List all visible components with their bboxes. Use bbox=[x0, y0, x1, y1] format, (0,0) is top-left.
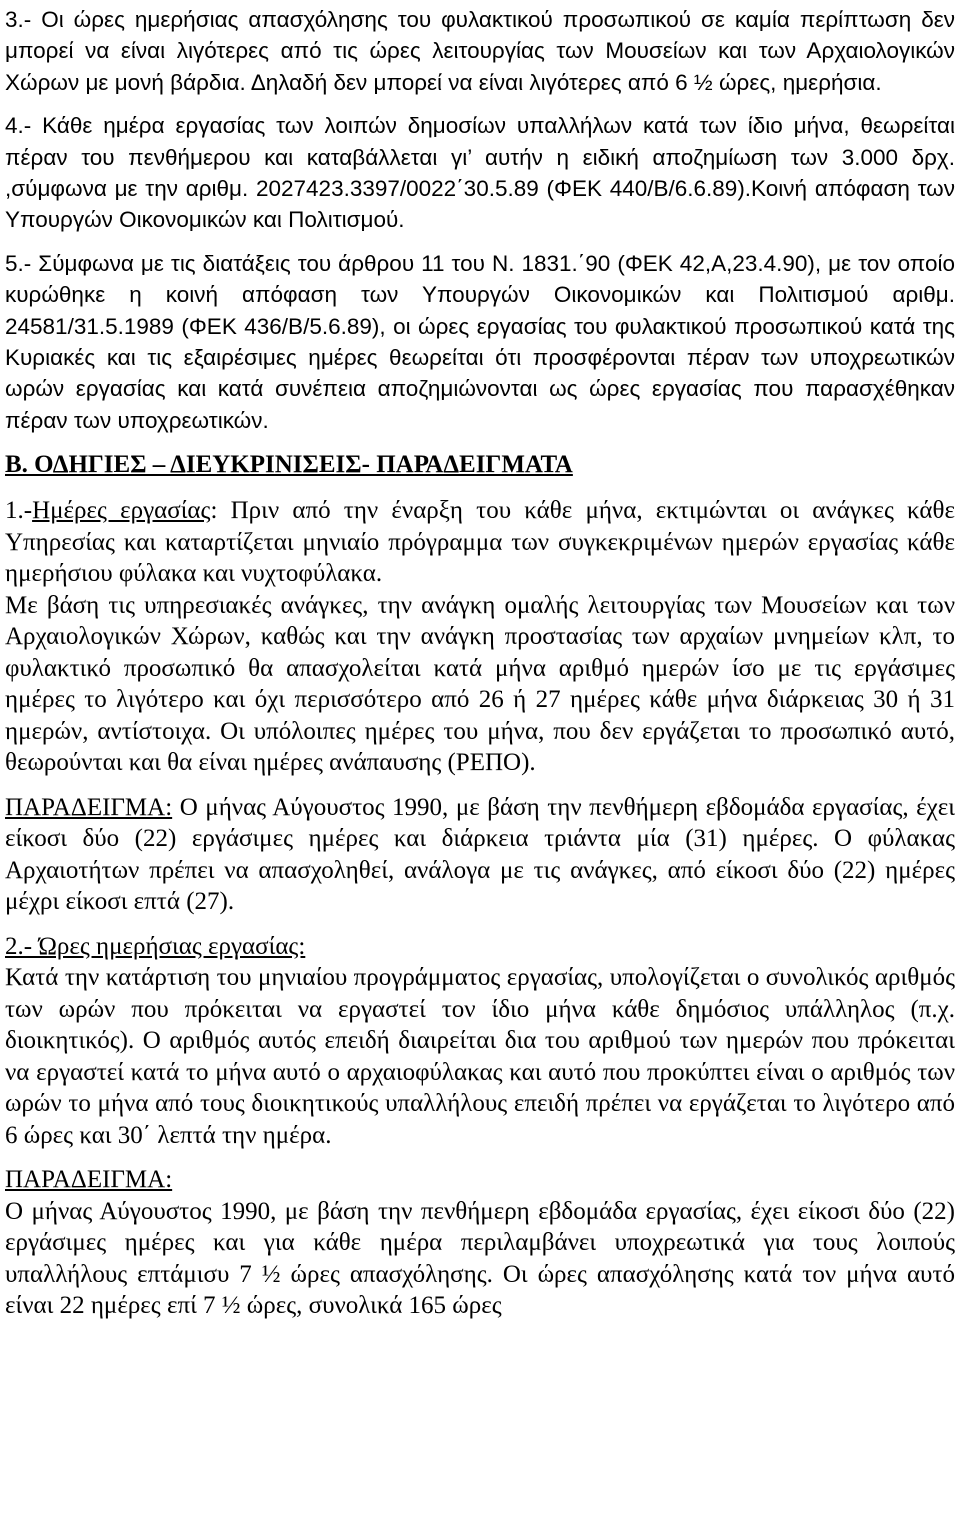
item-1-paragraph-2: Με βάση τις υπηρεσιακές ανάγκες, την ανάγκη ομαλής λειτουργίας των Μουσείων και των Αρχαιολογικών Χώρων, καθώς και την ανάγκη προστασίας των αρχαίων μνημείων κλπ, το φυλακτικό προσωπικό θα απασχολείται κατά μήνα αριθμό ημερών ίσο με τις εργάσιμες ημέρες το λιγότερο και όχι περισσότερο από 26 ή 27 ημέρες κάθε μήνα διάρκειας 30 ή 31 ημερών, αντίστοιχα. Οι υπόλοιπες ημέρες του μήνα, που δεν εργάζεται το προσωπικό αυτό, θεωρούνται και θα είναι ημέρες ανάπαυσης (ΡΕΠΟ). bbox=[5, 591, 955, 777]
item-1-colon: : bbox=[210, 497, 218, 525]
example-1-paragraph bbox=[5, 792, 955, 918]
item-2-text: Κατά την κατάρτιση του μηνιαίου προγράμματος εργασίας, υπολογίζεται ο συνολικός αριθμός των ωρών που πρόκειται να εργαστεί τον ίδιο μήνα κάθε δημόσιος υπάλληλος (π.χ. διοικητικός). Ο αριθμός αυτός επειδή διαιρείται δια του αριθμού των ημερών που πρόκειται να εργαστεί κατά το μήνα αυτό ο αρχαιοφύλακας και αυτό που προκύπτει είναι ο αριθμός των ωρών το μήνα από τους διοικητικούς υπαλλήλους επειδή πρέπει να εργάζεται το λιγότερο από 6 ώρες και 30΄ λεπτά την ημέρα. bbox=[5, 964, 955, 1149]
paragraph-4: 4.- Κάθε ημέρα εργασίας των λοιπών δημοσίων υπαλλήλων κατά των ίδιο μήνα, θεωρείται πέραν του πενθήμερου και καταβάλλεται γι’ αυτήν η ειδική αποζημίωση των 3.000 δρχ. ,σύμφωνα με την αριθμ. 2027423.3397/0022΄30.5.89 (ΦΕΚ 440/Β/6.6.89).Κοινή απόφαση των Υπουργών Οικονομικών και Πολιτισμού. bbox=[5, 113, 955, 233]
item-2-title: 2.- Ώρες ημερήσιας εργασίας: bbox=[5, 932, 306, 960]
item-1-paragraph bbox=[5, 495, 955, 590]
item-1-text: Πριν από την έναρξη του κάθε μήνα, εκτιμώνται οι ανάγκες κάθε Υπηρεσίας και καταρτίζεται μηνιαίο πρόγραμμα των συγκεκριμένων ημερών εργασίας κάθε ημερήσιου φύλακα και νυχτοφύλακα. bbox=[5, 497, 956, 588]
paragraph-3: 3.- Οι ώρες ημερήσιας απασχόλησης του φυλακτικού προσωπικού σε καμία περίπτωση δεν μπορεί να είναι λιγότερες από τις ώρες λειτουργίας των Μουσείων και των Αρχαιολογικών Χώρων με μονή βάρδια. Δηλαδή δεν μπορεί να είναι λιγότερες από 6 ½ ώρες, ημερήσια. bbox=[5, 7, 955, 95]
example-2-label: ΠΑΡΑΔΕΙΓΜΑ: bbox=[5, 1166, 173, 1194]
item-1-title: Ημέρες εργασίας bbox=[32, 497, 211, 525]
section-b-heading: Β. ΟΔΗΓΙΕΣ – ΔΙΕΥΚΡΙΝΙΣΕΙΣ- ΠΑΡΑΔΕΙΓΜΑΤΑ bbox=[5, 451, 573, 479]
example-1-text: Ο μήνας Αύγουστος 1990, με βάση την πενθήμερη εβδομάδα εργασίας, έχει είκοσι δύο (22) εργάσιμες ημέρες και διάρκεια τριάντα μία (31) ημέρες. Ο φύλακας Αρχαιοτήτων πρέπει να απασχοληθεί, ανάλογα με τις ανάγκες, από είκοσι δύο (22) ημέρες μέχρι είκοσι επτά (27). bbox=[5, 793, 955, 916]
example-1-label: ΠΑΡΑΔΕΙΓΜΑ: bbox=[5, 793, 173, 821]
example-2-text: Ο μήνας Αύγουστος 1990, με βάση την πενθήμερη εβδομάδα εργασίας, έχει είκοσι δύο (22) εργάσιμες ημέρες και για κάθε ημέρα περιλαμβάνει υποχρεωτικά για τους λοιπούς υπαλλήλους επτάμισυ 7 ½ ώρες απασχόλησης. Οι ώρες απασχόλησης κατά τον μήνα αυτό είναι 22 ημέρες επί 7 ½ ώρες, συνολικά 165 ώρες bbox=[5, 1197, 955, 1320]
document-page bbox=[5, 4, 955, 1322]
item-1-number: 1.- bbox=[5, 497, 33, 525]
paragraph-5: 5.- Σύμφωνα με τις διατάξεις του άρθρου 11 του Ν. 1831.΄90 (ΦΕΚ 42,Α,23.4.90), με τον οποίο κυρώθηκε η κοινή απόφαση των Υπουργών Οικονομικών και Πολιτισμού αριθμ. 24581/31.5.1989 (ΦΕΚ 436/Β/5.6.89), οι ώρες εργασίας του φυλακτικού προσωπικού κατά της Κυριακές και τις εξαιρέσιμες ημέρες θεωρείται ότι προσφέρονται πέραν των υποχρεωτικών ωρών εργασίας και κατά συνέπεια αποζημιώνονται ως ώρες εργασίας που παρασχέθηκαν πέραν των υποχρεωτικών. bbox=[5, 250, 955, 433]
